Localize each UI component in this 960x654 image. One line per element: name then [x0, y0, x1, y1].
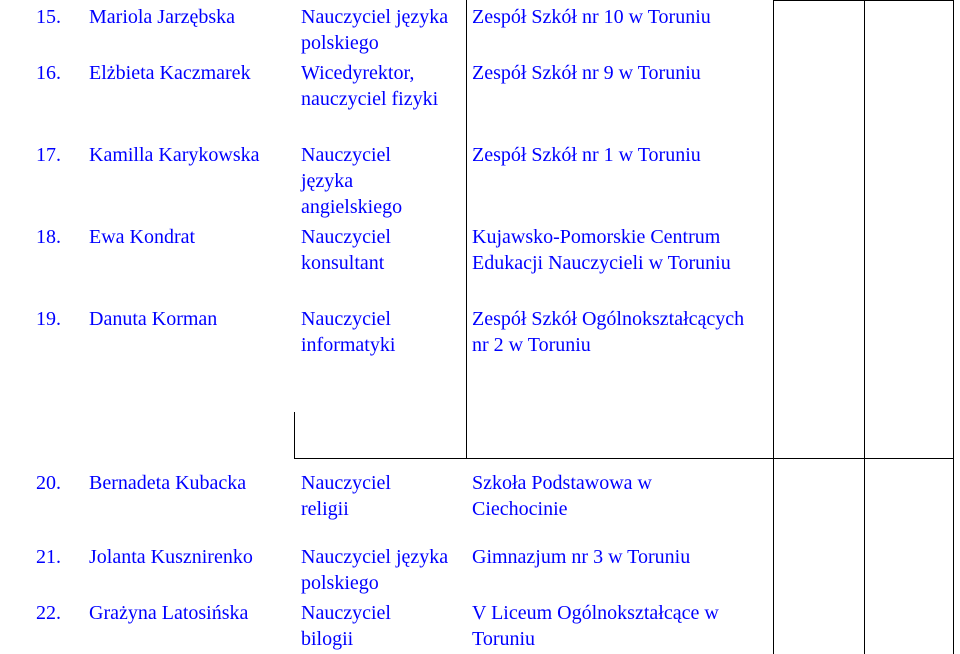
- row-number: 22.: [36, 602, 61, 624]
- school-name: Zespół Szkół nr 9 w Toruniu: [472, 62, 701, 84]
- person-name: Ewa Kondrat: [89, 226, 196, 248]
- school-name: Kujawsko-Pomorskie Centrum Edukacji Nauczycieli w Toruniu: [472, 226, 731, 274]
- row-number: 17.: [36, 144, 61, 166]
- person-position: Nauczyciel języka polskiego: [301, 6, 449, 54]
- row-number: 19.: [36, 308, 61, 330]
- school-name: Zespół Szkół nr 1 w Toruniu: [472, 144, 701, 166]
- row-number: 15.: [36, 6, 61, 28]
- person-position: Nauczyciel bilogii: [301, 602, 391, 650]
- school-name: Gimnazjum nr 3 w Toruniu: [472, 546, 691, 568]
- person-name: Mariola Jarzębska: [89, 6, 236, 28]
- person-position: Nauczyciel konsultant: [301, 226, 391, 274]
- column-divider-right-3: [953, 0, 954, 654]
- school-name: Zespół Szkół nr 10 w Toruniu: [472, 6, 711, 28]
- row-divider-top: [773, 0, 954, 1]
- person-name: Kamilla Karykowska: [89, 144, 260, 166]
- person-name: Jolanta Kusznirenko: [89, 546, 253, 568]
- column-divider-position-left: [294, 412, 295, 458]
- person-name: Elżbieta Kaczmarek: [89, 62, 251, 84]
- row-number: 18.: [36, 226, 61, 248]
- person-position: Nauczyciel informatyki: [301, 308, 396, 356]
- person-position: Nauczyciel religii: [301, 472, 391, 520]
- person-position: Wicedyrektor, nauczyciel fizyki: [301, 62, 439, 110]
- row-number: 20.: [36, 472, 61, 494]
- column-divider-right-2: [864, 0, 865, 654]
- school-name: V Liceum Ogólnokształcące w Toruniu: [472, 602, 719, 650]
- person-name: Danuta Korman: [89, 308, 218, 330]
- school-name: Zespół Szkół Ogólnokształcących nr 2 w Toruniu: [472, 308, 745, 356]
- person-position: Nauczyciel języka angielskiego: [301, 144, 403, 218]
- person-name: Grażyna Latosińska: [89, 602, 249, 624]
- column-divider-right-1: [773, 0, 774, 654]
- person-name: Bernadeta Kubacka: [89, 472, 247, 494]
- row-number: 21.: [36, 546, 61, 568]
- row-divider-bottom: [294, 458, 954, 459]
- row-number: 16.: [36, 62, 61, 84]
- school-name: Szkoła Podstawowa w Ciechocinie: [472, 472, 652, 520]
- person-position: Nauczyciel języka polskiego: [301, 546, 449, 594]
